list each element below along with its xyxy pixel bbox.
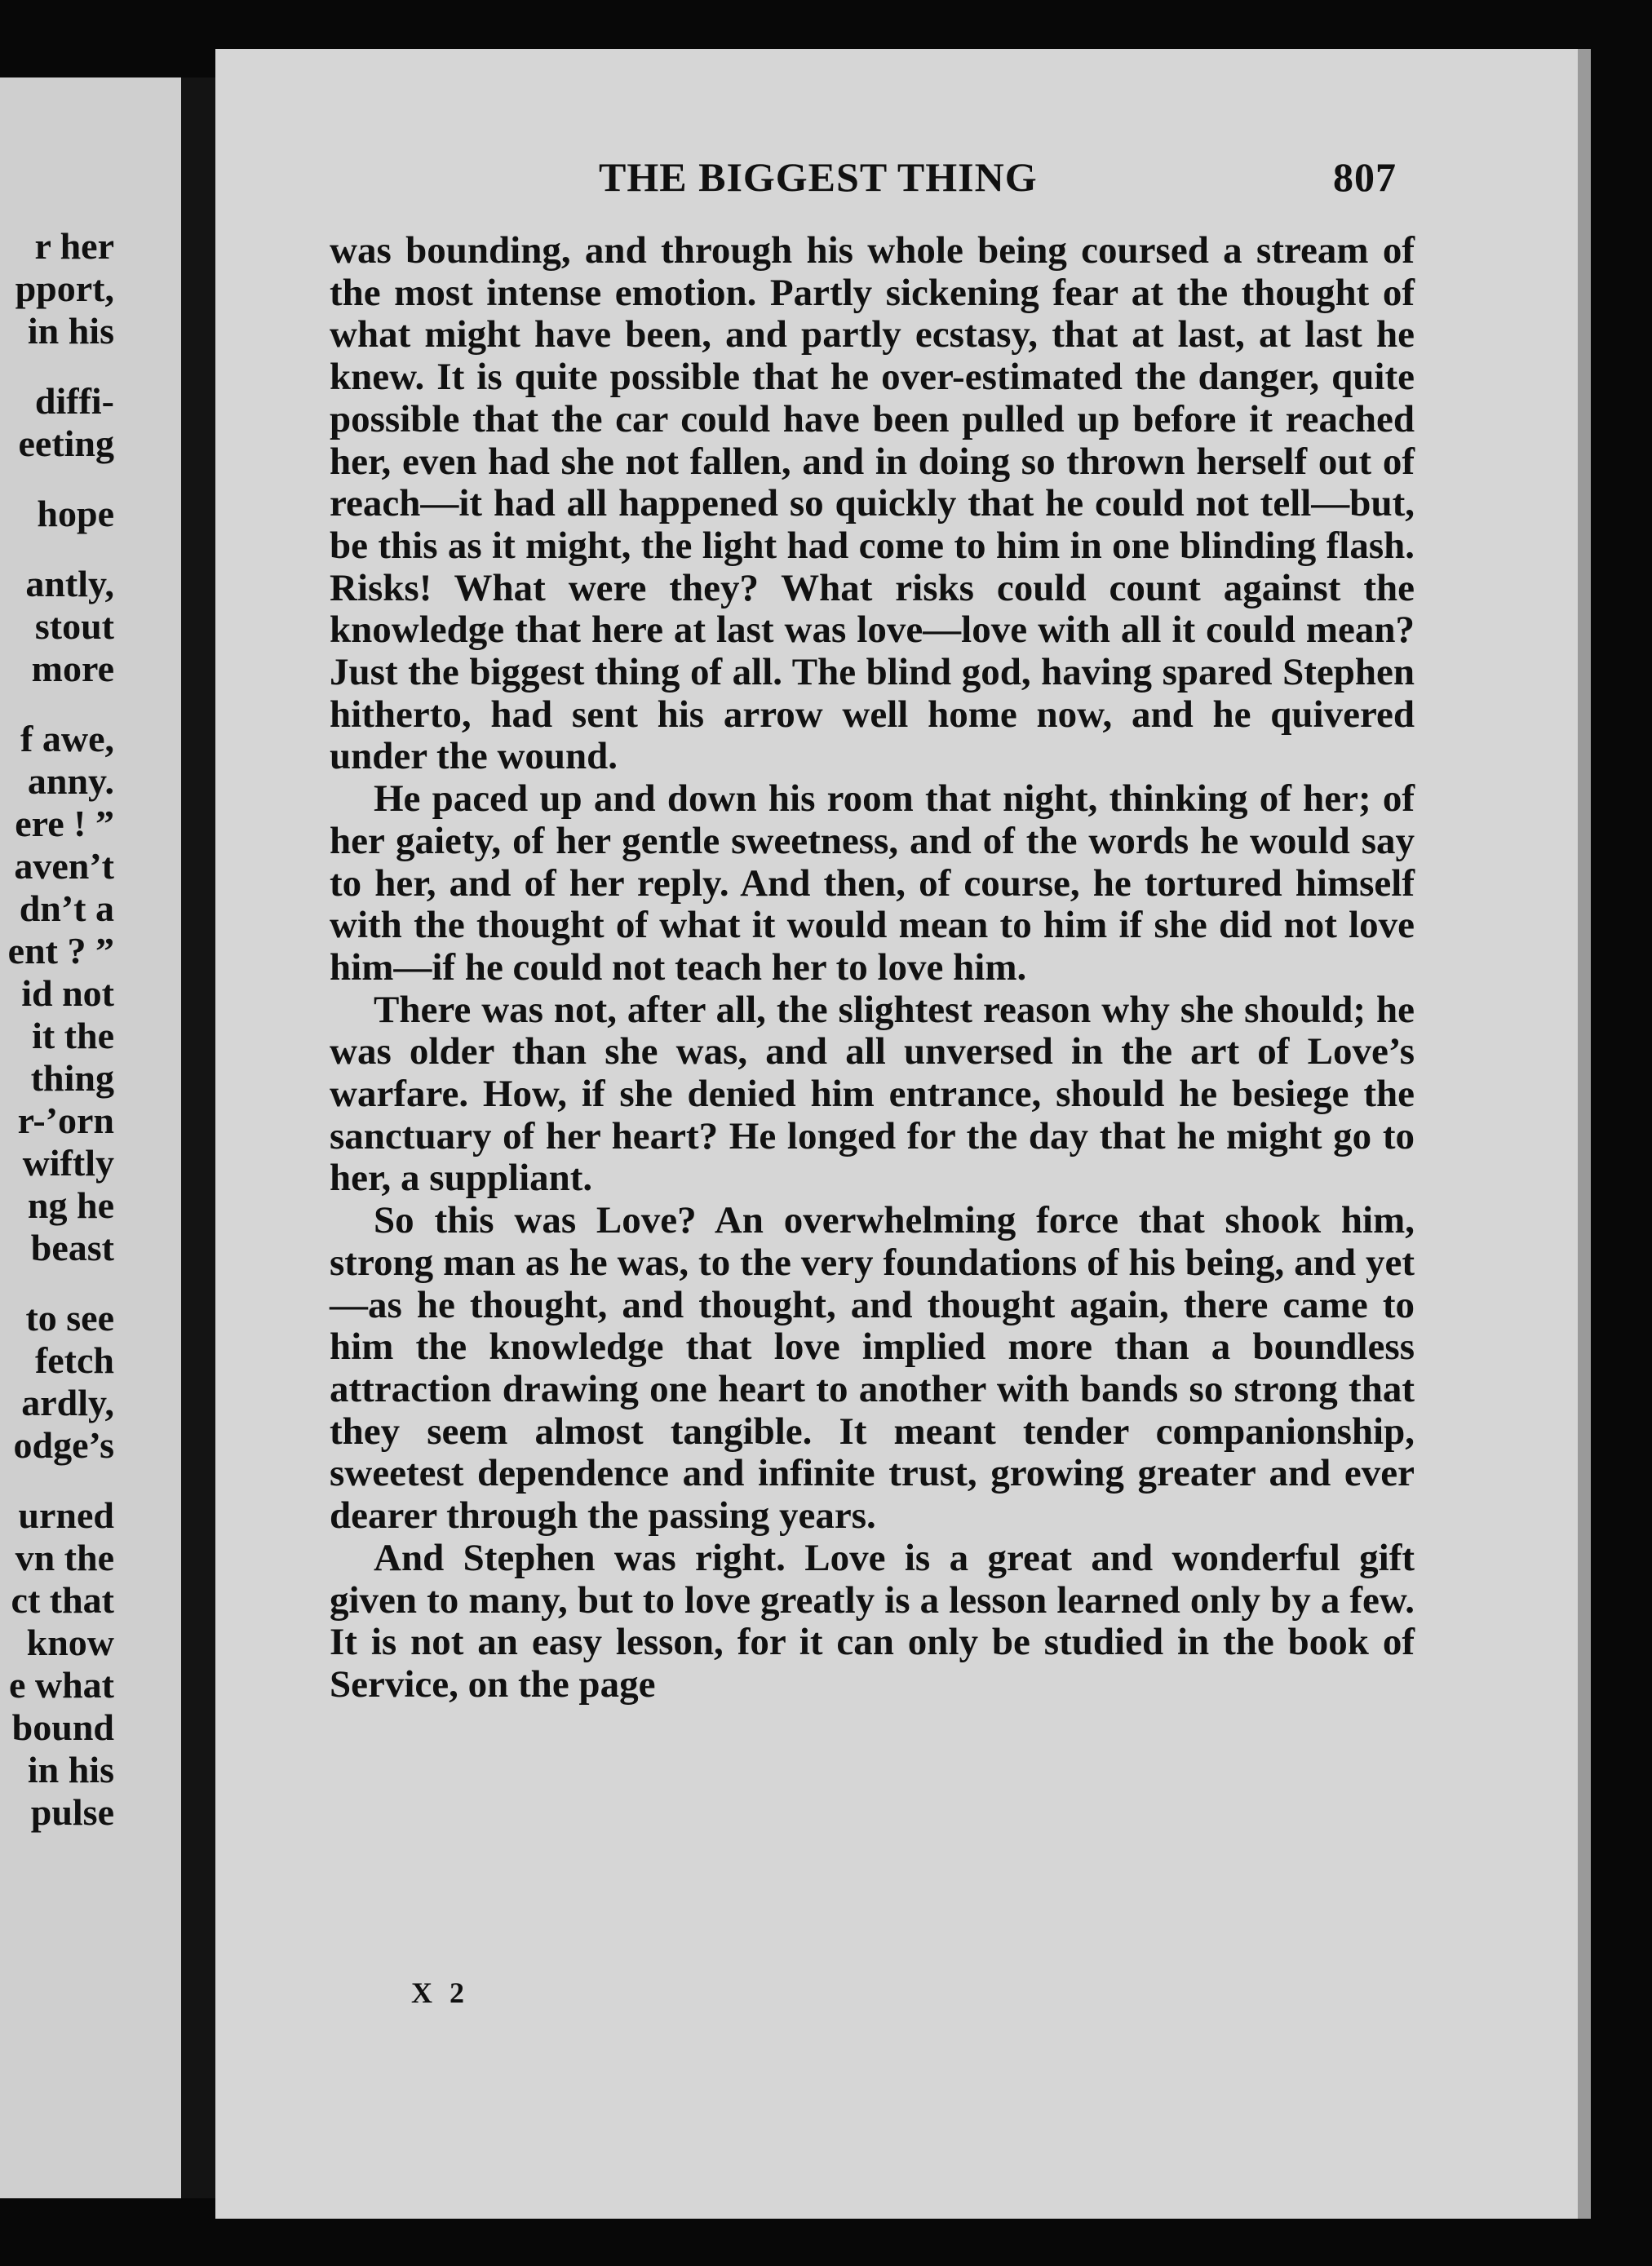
left-page-line: hope [37,493,114,534]
book-gutter [181,77,215,2198]
left-page-line: in his [27,310,114,352]
left-page-line: beast [30,1227,114,1268]
body-text [330,230,1415,1706]
left-page-line: stout [34,605,114,647]
paragraph: So this was Love? An overwhelming force that shook him, strong man as he was, to the very foundations of his being, and yet—as he thought, and thought, and thought again, there came to him the knowledge that love implied more than a boundless attraction drawing one heart to another with bands so strong that they seem almost tangible. It meant tender companionship, sweetest dependence and infinite trust, growing greater and ever dearer through the passing years. [330,1199,1415,1538]
running-title: THE BIGGEST THING [599,154,1038,200]
right-page [215,49,1578,2219]
left-page-line: wiftly [22,1142,114,1184]
paragraph: He paced up and down his room that night, thinking of her; of her gaiety, of her gentle sweetness, and of the words he would say to her, and of her reply. And then, of course, he tortured himself with the thought of what it would mean to him if she did not love him—if he could not teach her to love him. [330,777,1415,989]
page-number: 807 [1333,154,1397,200]
left-page-line: ere ! ” [15,803,114,844]
left-page-line: know [26,1622,114,1663]
left-page-line: pport, [15,268,114,309]
paragraph: was bounding, and through his whole being coursed a stream of the most intense emotion. Partly sickening fear at the thought of what might have been, and partly ecstasy, that at last, at last he knew. It is quite possible that he over-estimated the danger, quite possible that the car could have been pulled up before it reached her, even had she not fallen, and in doing so thrown herself out of reach—it had all happened so quickly that he could not tell—but, be this as it might, the light had come to him in one blinding flash. Risks! What were they? What risks could count against the knowledge that here at last was love—love with all it could mean? Just the biggest thing of all. The blind god, having spared Stephen hitherto, had sent his arrow well home now, and he quivered under the wound. [330,229,1415,778]
left-page-line: odge’s [13,1424,114,1466]
left-page-line: more [31,648,114,689]
signature-mark: X 2 [411,1976,469,2009]
left-page-line: thing [30,1057,114,1099]
left-page-line: urned [18,1494,114,1536]
left-page-line: ent ? ” [7,930,114,971]
left-page-line: anny. [27,760,114,802]
left-page-line: ng he [27,1184,114,1226]
left-page-line: eeting [18,423,114,464]
paragraph: And Stephen was right. Love is a great and wonderful gift given to many, but to love greatly is a lesson learned only by a few. It is not an easy lesson, for it can only be studied in the book of Service, on the page [330,1536,1415,1706]
left-page-line: antly, [25,563,114,604]
left-page-line: e what [8,1664,114,1706]
left-page-line: in his [27,1749,114,1790]
left-page-line: fetch [34,1339,114,1381]
left-page-fragment [0,77,181,2198]
left-page-line: it the [32,1015,114,1056]
left-page-line: r her [34,225,114,267]
paragraph: There was not, after all, the slightest reason why she should; he was older than she was, and all unversed in the art of Love’s warfare. How, if she denied him entrance, should he besiege the sanctuary of her heart? He longed for the day that he might go to her, a suppliant. [330,988,1415,1200]
left-page-line: id not [21,972,114,1014]
left-page-line: ardly, [21,1382,114,1423]
left-page-line: to see [25,1297,114,1339]
page-edge [1578,49,1591,2219]
left-page-line: bound [11,1706,114,1748]
left-page-line: ct that [11,1579,114,1621]
left-page-line: vn the [15,1537,114,1578]
left-page-line: diffi- [34,380,114,422]
left-page-line: pulse [30,1791,114,1833]
left-page-line: aven’t [14,845,114,887]
left-page-line: dn’t a [19,887,114,929]
left-page-line: r-’orn [17,1100,114,1141]
left-page-line: f awe, [20,718,114,759]
